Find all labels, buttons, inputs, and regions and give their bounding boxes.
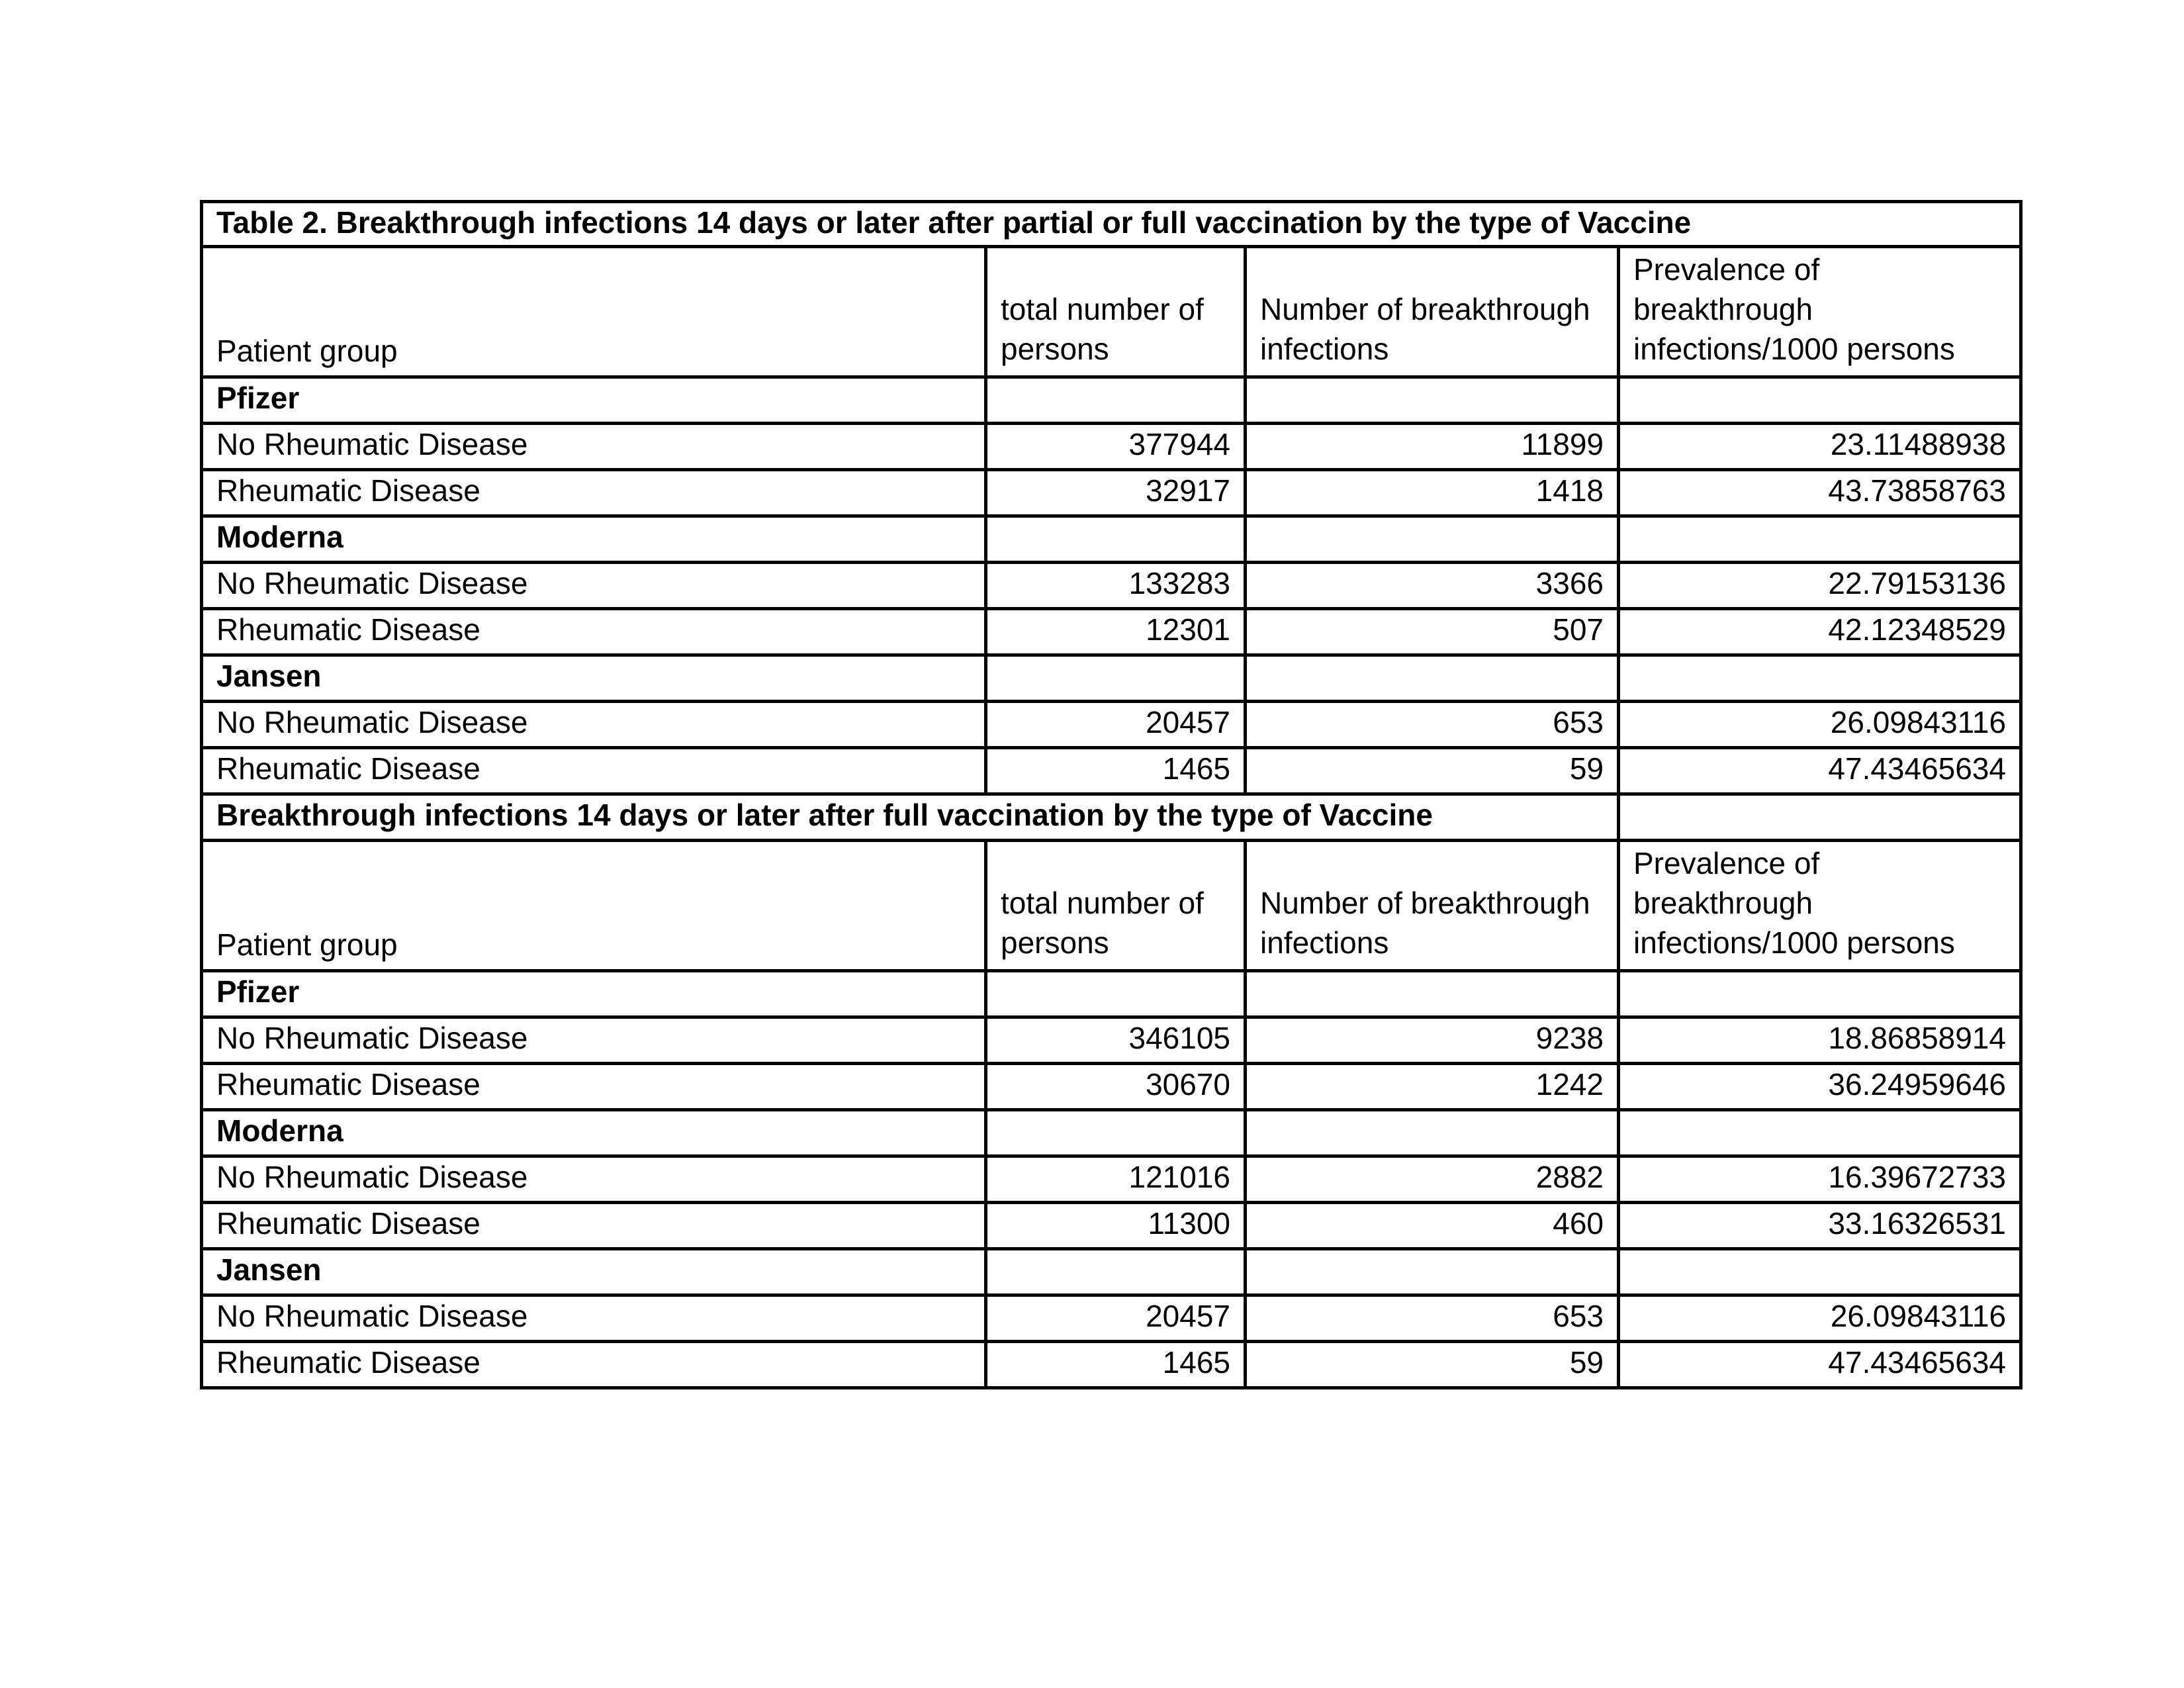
patient-group-cell: No Rheumatic Disease — [202, 424, 986, 470]
empty-cell — [1619, 794, 2021, 841]
prevalence-cell: 33.16326531 — [1619, 1203, 2021, 1249]
table-row — [202, 1156, 2021, 1203]
col-header-total-persons-line2: persons — [1001, 925, 1109, 960]
table-title: Table 2. Breakthrough infections 14 days or later after partial or full vaccination by the type of Vaccine — [202, 202, 2021, 247]
col-header-breakthrough-infections — [1246, 841, 1619, 971]
table-row — [202, 748, 2021, 794]
col-header-total-persons-line2: persons — [1001, 332, 1109, 366]
col-header-prevalence — [1619, 247, 2021, 377]
patient-group-cell: Rheumatic Disease — [202, 748, 986, 794]
empty-cell — [1619, 655, 2021, 702]
total-persons-cell: 121016 — [986, 1156, 1246, 1203]
empty-cell — [1246, 971, 1619, 1017]
col-header-breakthrough-line2: infections — [1260, 925, 1389, 960]
patient-group-cell: No Rheumatic Disease — [202, 702, 986, 748]
empty-cell — [1619, 1110, 2021, 1156]
vaccine-group-row — [202, 377, 2021, 424]
empty-cell — [986, 1110, 1246, 1156]
header-row-section1 — [202, 247, 2021, 377]
breakthrough-count-cell: 59 — [1246, 1342, 1619, 1388]
total-persons-cell: 20457 — [986, 1295, 1246, 1342]
col-header-total-persons-line1: total number of — [1001, 292, 1204, 326]
table-title-row — [202, 202, 2021, 247]
patient-group-cell: Rheumatic Disease — [202, 1203, 986, 1249]
empty-cell — [1619, 377, 2021, 424]
breakthrough-count-cell: 1418 — [1246, 470, 1619, 516]
empty-cell — [986, 377, 1246, 424]
empty-cell — [1246, 377, 1619, 424]
prevalence-cell: 47.43465634 — [1619, 748, 2021, 794]
vaccine-group-row — [202, 516, 2021, 563]
table-row — [202, 1064, 2021, 1110]
prevalence-cell: 43.73858763 — [1619, 470, 2021, 516]
breakthrough-count-cell: 3366 — [1246, 563, 1619, 609]
prevalence-cell: 22.79153136 — [1619, 563, 2021, 609]
col-header-patient-group: Patient group — [202, 841, 986, 971]
patient-group-cell: Rheumatic Disease — [202, 1342, 986, 1388]
empty-cell — [1246, 1249, 1619, 1295]
vaccine-name-cell: Pfizer — [202, 971, 986, 1017]
table-row — [202, 1203, 2021, 1249]
vaccine-name-cell: Jansen — [202, 1249, 986, 1295]
total-persons-cell: 12301 — [986, 609, 1246, 655]
col-header-prevalence-line1: Prevalence of breakthrough — [1633, 846, 1820, 920]
empty-cell — [986, 971, 1246, 1017]
breakthrough-count-cell: 59 — [1246, 748, 1619, 794]
col-header-breakthrough-line1: Number of breakthrough — [1260, 292, 1590, 326]
col-header-prevalence-line2: infections/1000 persons — [1633, 925, 1955, 960]
total-persons-cell: 377944 — [986, 424, 1246, 470]
table-row — [202, 470, 2021, 516]
total-persons-cell: 11300 — [986, 1203, 1246, 1249]
vaccine-group-row — [202, 1249, 2021, 1295]
empty-cell — [986, 516, 1246, 563]
prevalence-cell: 26.09843116 — [1619, 702, 2021, 748]
vaccine-name-cell: Jansen — [202, 655, 986, 702]
breakthrough-count-cell: 2882 — [1246, 1156, 1619, 1203]
table-row — [202, 563, 2021, 609]
patient-group-cell: No Rheumatic Disease — [202, 1156, 986, 1203]
vaccine-breakthrough-table — [200, 200, 2023, 1389]
patient-group-cell: No Rheumatic Disease — [202, 1295, 986, 1342]
col-header-breakthrough-infections — [1246, 247, 1619, 377]
empty-cell — [1619, 971, 2021, 1017]
empty-cell — [1246, 655, 1619, 702]
total-persons-cell: 1465 — [986, 748, 1246, 794]
breakthrough-count-cell: 507 — [1246, 609, 1619, 655]
breakthrough-count-cell: 11899 — [1246, 424, 1619, 470]
empty-cell — [1619, 1249, 2021, 1295]
prevalence-cell: 42.12348529 — [1619, 609, 2021, 655]
col-header-prevalence — [1619, 841, 2021, 971]
total-persons-cell: 32917 — [986, 470, 1246, 516]
prevalence-cell: 18.86858914 — [1619, 1017, 2021, 1064]
empty-cell — [1246, 1110, 1619, 1156]
breakthrough-count-cell: 653 — [1246, 1295, 1619, 1342]
prevalence-cell: 47.43465634 — [1619, 1342, 2021, 1388]
section2-title-cell: Breakthrough infections 14 days or later after full vaccination by the type of Vaccine — [202, 794, 1619, 841]
col-header-total-persons — [986, 841, 1246, 971]
patient-group-cell: Rheumatic Disease — [202, 1064, 986, 1110]
vaccine-group-row — [202, 971, 2021, 1017]
col-header-breakthrough-line1: Number of breakthrough — [1260, 886, 1590, 920]
table-row — [202, 1342, 2021, 1388]
prevalence-cell: 26.09843116 — [1619, 1295, 2021, 1342]
patient-group-cell: Rheumatic Disease — [202, 609, 986, 655]
vaccine-name-cell: Moderna — [202, 516, 986, 563]
total-persons-cell: 346105 — [986, 1017, 1246, 1064]
vaccine-group-row — [202, 1110, 2021, 1156]
prevalence-cell: 16.39672733 — [1619, 1156, 2021, 1203]
breakthrough-count-cell: 1242 — [1246, 1064, 1619, 1110]
empty-cell — [986, 655, 1246, 702]
vaccine-group-row — [202, 655, 2021, 702]
table-row — [202, 1017, 2021, 1064]
prevalence-cell: 23.11488938 — [1619, 424, 2021, 470]
header-row-section2 — [202, 841, 2021, 971]
table-row — [202, 1295, 2021, 1342]
prevalence-cell: 36.24959646 — [1619, 1064, 2021, 1110]
patient-group-cell: No Rheumatic Disease — [202, 563, 986, 609]
vaccine-name-cell: Moderna — [202, 1110, 986, 1156]
empty-cell — [986, 1249, 1246, 1295]
empty-cell — [1246, 516, 1619, 563]
total-persons-cell: 1465 — [986, 1342, 1246, 1388]
empty-cell — [1619, 516, 2021, 563]
col-header-prevalence-line1: Prevalence of breakthrough — [1633, 252, 1820, 326]
total-persons-cell: 133283 — [986, 563, 1246, 609]
col-header-patient-group: Patient group — [202, 247, 986, 377]
breakthrough-count-cell: 653 — [1246, 702, 1619, 748]
patient-group-cell: Rheumatic Disease — [202, 470, 986, 516]
col-header-total-persons — [986, 247, 1246, 377]
breakthrough-count-cell: 9238 — [1246, 1017, 1619, 1064]
total-persons-cell: 20457 — [986, 702, 1246, 748]
breakthrough-count-cell: 460 — [1246, 1203, 1619, 1249]
col-header-total-persons-line1: total number of — [1001, 886, 1204, 920]
vaccine-name-cell: Pfizer — [202, 377, 986, 424]
table-row — [202, 424, 2021, 470]
table-row — [202, 609, 2021, 655]
patient-group-cell: No Rheumatic Disease — [202, 1017, 986, 1064]
table-row — [202, 702, 2021, 748]
col-header-breakthrough-line2: infections — [1260, 332, 1389, 366]
col-header-prevalence-line2: infections/1000 persons — [1633, 332, 1955, 366]
section2-title-row — [202, 794, 2021, 841]
total-persons-cell: 30670 — [986, 1064, 1246, 1110]
